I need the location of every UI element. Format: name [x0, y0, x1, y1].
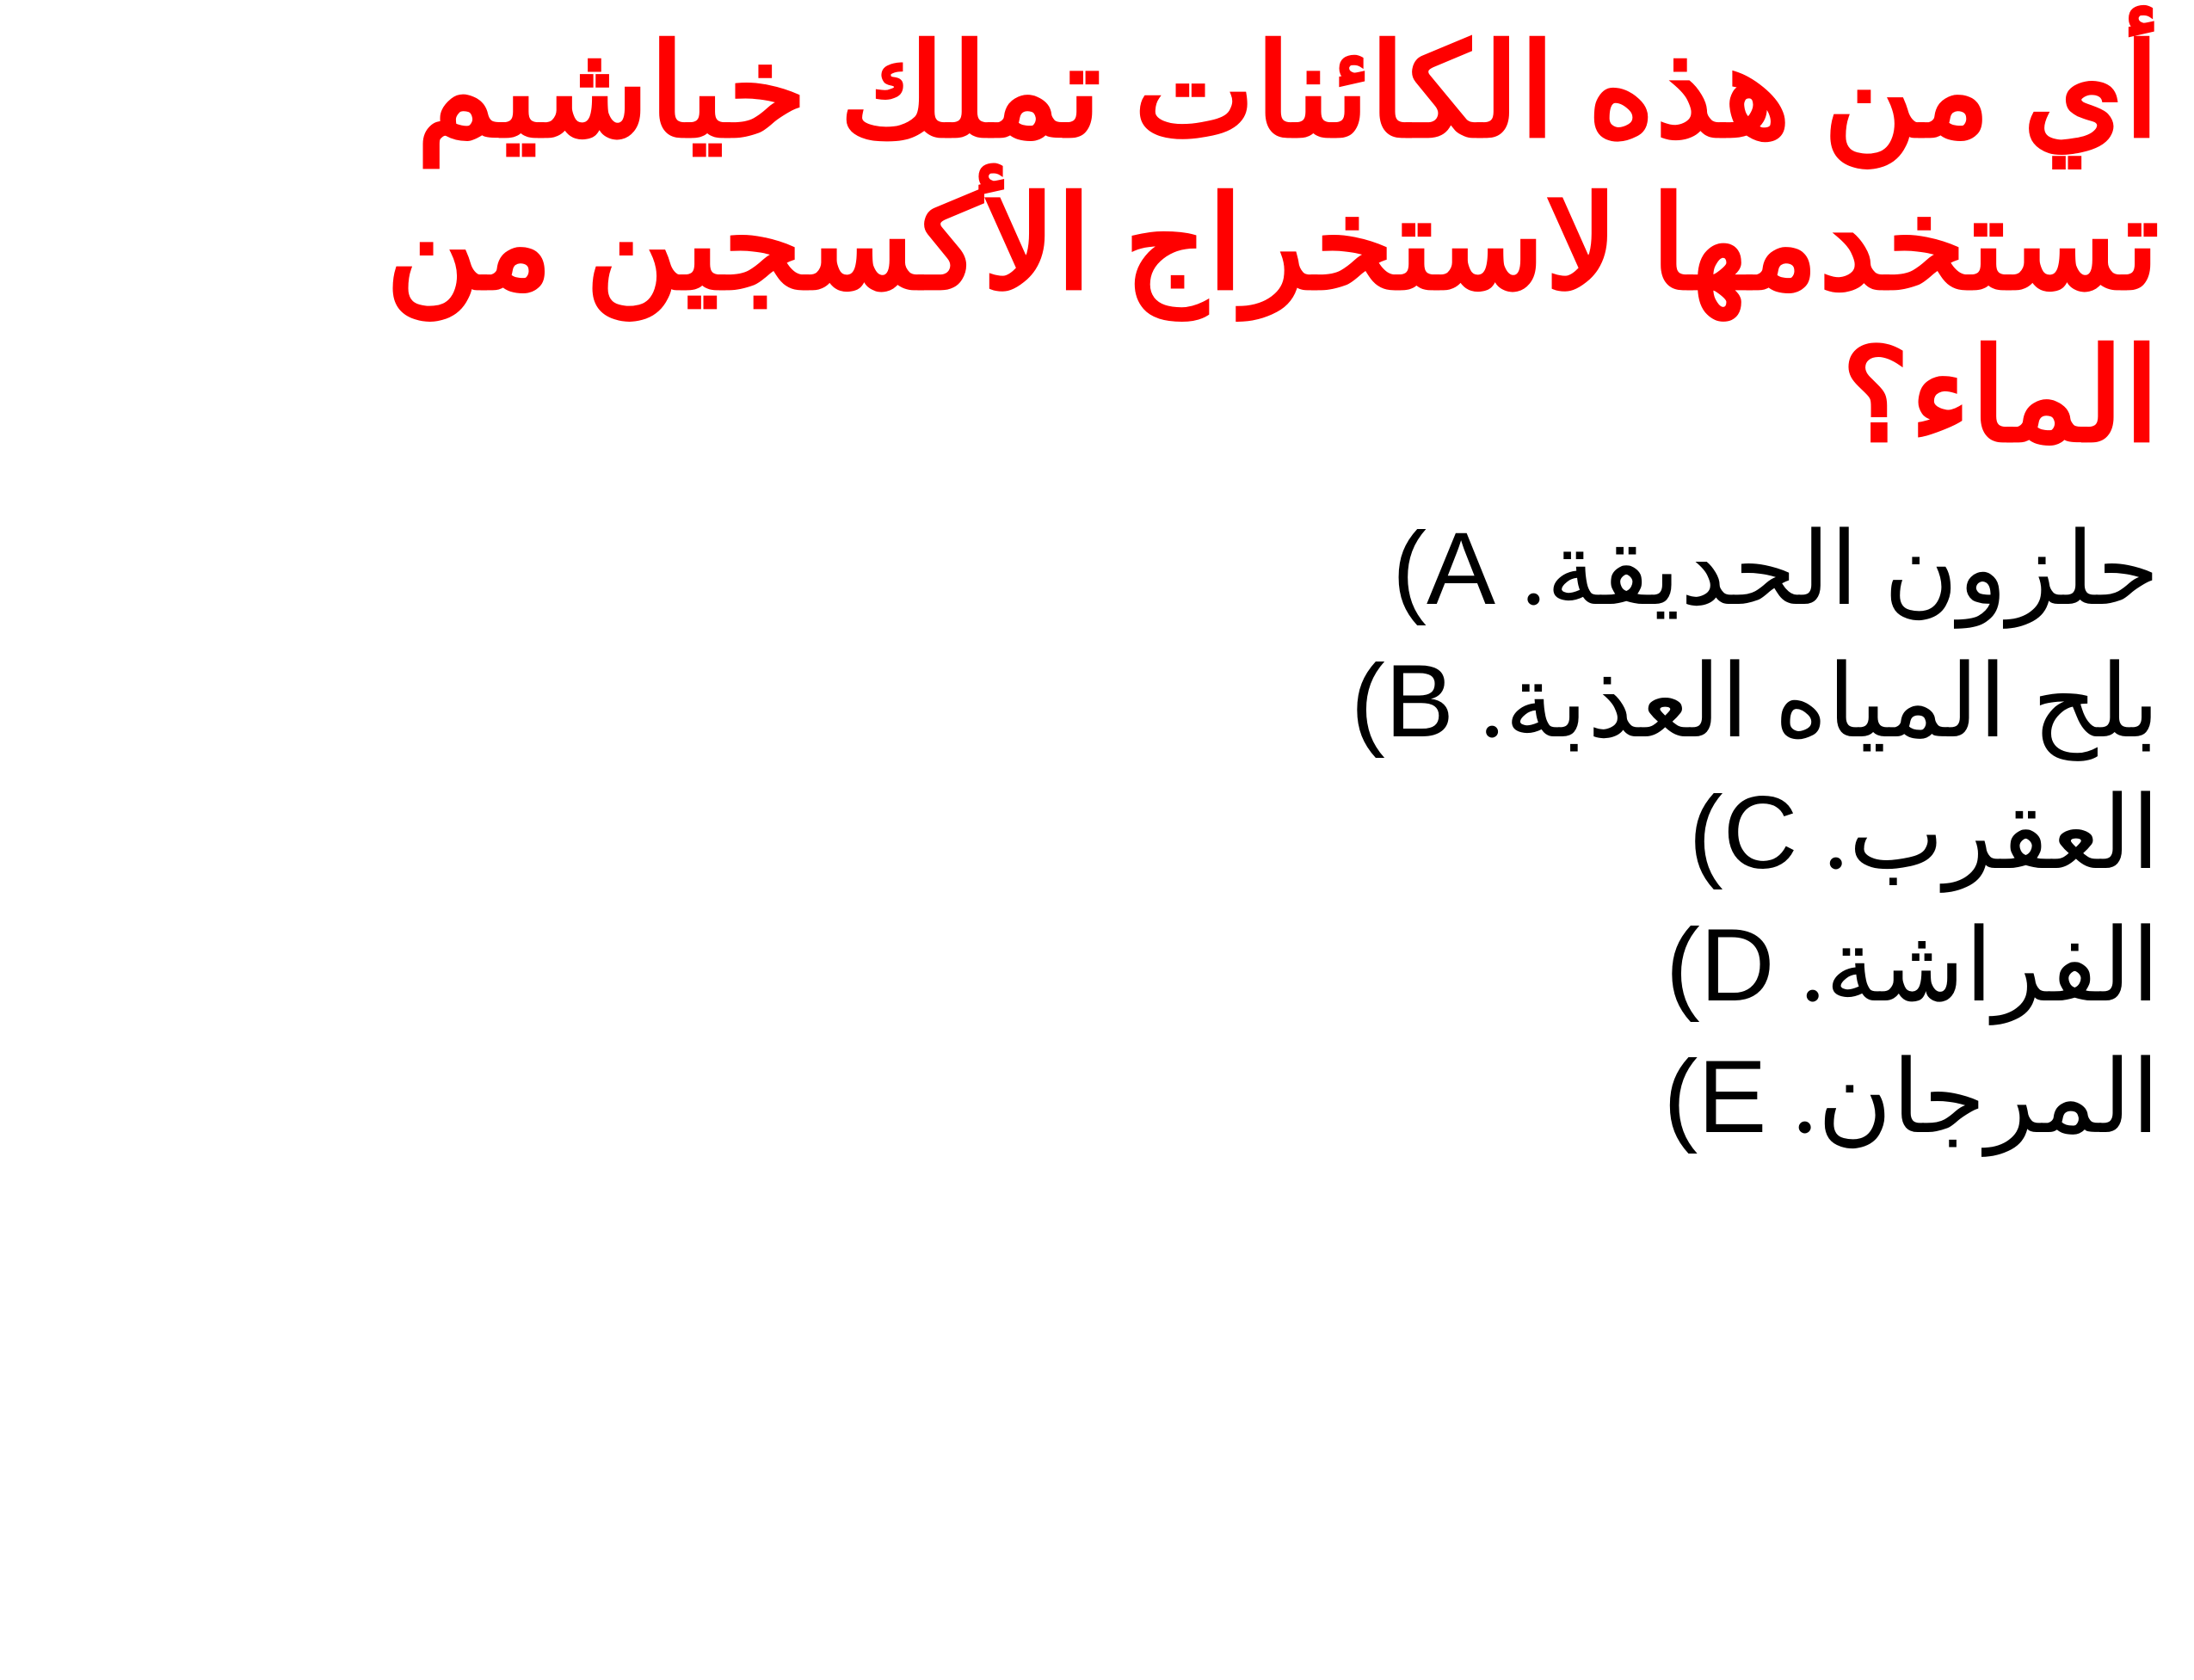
option-letter-e: E)	[1663, 1039, 1767, 1155]
list-item[interactable]	[95, 1031, 2160, 1164]
option-label-e: المرجان.	[1791, 1042, 2160, 1155]
option-label-b: بلح المياه العذبة.	[1479, 645, 2160, 759]
list-item[interactable]	[95, 503, 2160, 636]
option-label-d: الفراشة.	[1800, 909, 2160, 1023]
list-item[interactable]	[95, 636, 2160, 768]
option-letter-b: B)	[1350, 643, 1454, 759]
option-label-c: العقرب.	[1822, 778, 2160, 891]
option-letter-a: A)	[1392, 511, 1496, 626]
option-letter-c: C)	[1688, 775, 1798, 891]
option-letter-d: D)	[1665, 907, 1775, 1023]
question-text: أي من هذه الكائنات تملك خياشيم تستخدمها لاستخراج الأكسجين من الماء؟	[385, 22, 2160, 469]
answer-options-list	[34, 503, 2160, 1164]
list-item[interactable]	[95, 900, 2160, 1032]
option-label-a: حلزون الحديقة.	[1520, 514, 2160, 626]
list-item[interactable]	[95, 767, 2160, 900]
